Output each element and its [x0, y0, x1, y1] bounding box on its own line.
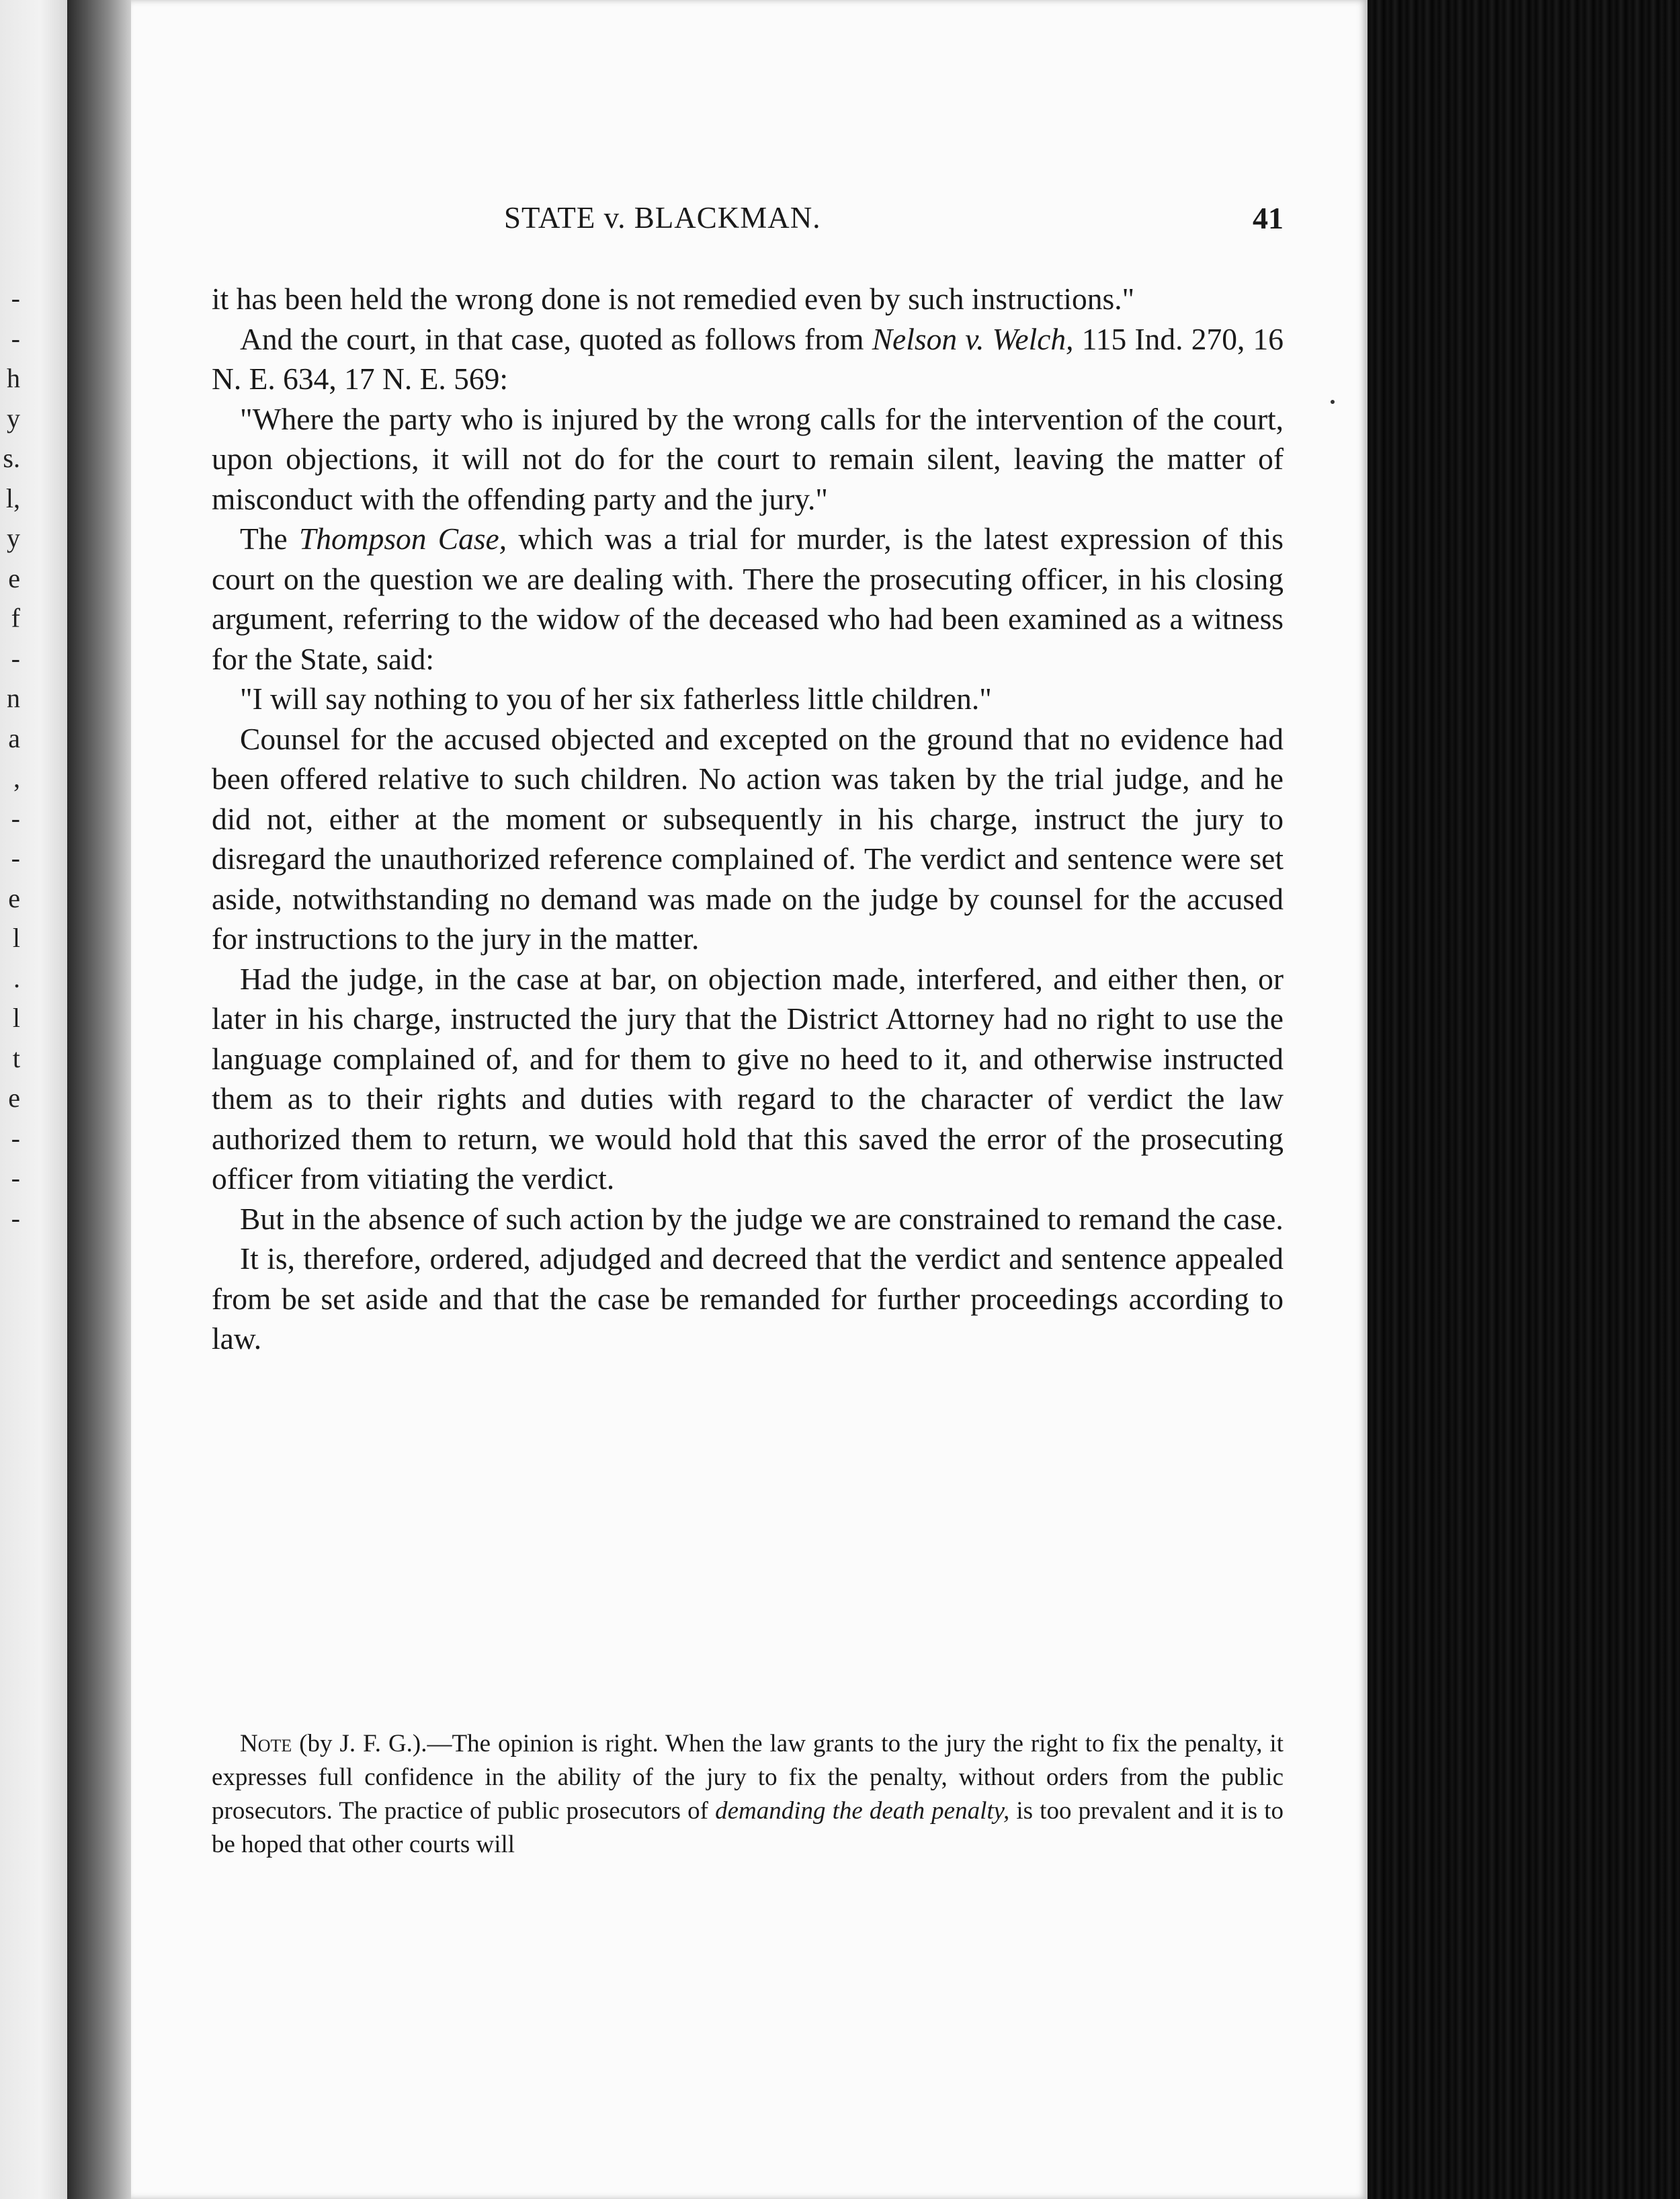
- book-page: [131, 0, 1368, 2199]
- book-gutter: [67, 0, 131, 2199]
- text-run: And the court, in that case, quoted as follows from: [240, 321, 872, 356]
- opinion-body: [212, 279, 1284, 1359]
- facing-page-fragment: l: [12, 923, 20, 953]
- facing-page-fragment: ,: [13, 763, 20, 793]
- note-label: Note: [240, 1730, 292, 1757]
- facing-page-fragment: e: [8, 1083, 20, 1113]
- editor-note: [212, 1727, 1284, 1862]
- facing-page-fragment: -: [11, 1122, 20, 1153]
- case-citation: demanding the death penalty,: [715, 1797, 1010, 1825]
- page-header: [212, 200, 1284, 241]
- paragraph: [212, 279, 1284, 319]
- case-citation: Thompson Case,: [298, 522, 507, 556]
- facing-page-fragment: -: [11, 802, 20, 833]
- facing-page-fragment: y: [7, 523, 20, 553]
- facing-page-fragment: e: [8, 563, 20, 593]
- facing-page-fragment: n: [7, 683, 20, 713]
- facing-page-edge: [0, 0, 67, 2199]
- running-head: STATE v. BLACKMAN.: [504, 201, 821, 235]
- text-run: But in the absence of such action by the judge we are constrained to remand the case.: [240, 1201, 1284, 1236]
- facing-page-fragment: -: [11, 323, 20, 354]
- paragraph: [212, 1239, 1284, 1359]
- note-paragraph: [212, 1727, 1284, 1862]
- print-speck: [1331, 400, 1335, 404]
- facing-page-fragment: -: [11, 1163, 20, 1193]
- text-run: 115 Ind. 270, 16 N. E. 634, 17 N. E. 569:: [212, 321, 1284, 396]
- facing-page-fragment: l: [12, 1003, 20, 1033]
- text-run: "Where the party who is injured by the wrong calls for the intervention of the court, upon objections, it will not do for the court to remain silent, leaving the matter of misconduct with the offending party and the jury.": [212, 401, 1284, 516]
- text-run: It is, therefore, ordered, adjudged and decreed that the verdict and sentence appealed from be set aside and that the case be remanded for further proceedings according to law.: [212, 1241, 1284, 1356]
- paragraph: [212, 319, 1284, 399]
- page-number: 41: [1253, 201, 1284, 235]
- facing-page-fragment: f: [11, 603, 20, 633]
- page-block-edge: [1368, 0, 1680, 2199]
- facing-page-fragment: y: [7, 403, 20, 433]
- paragraph: [212, 959, 1284, 1199]
- facing-page-fragment: -: [11, 1202, 20, 1233]
- facing-page-fragment: -: [11, 642, 20, 673]
- text-run: The: [240, 522, 299, 556]
- text-run: Counsel for the accused objected and excepted on the ground that no evidence had been offered relative to such children. No action was taken by the trial judge, and he did not, either at the moment or subsequently in his charge, instruct the jury to disregard the unauthorized reference complained of. The verdict and sentence were set aside, notwithstanding no demand was made on the judge by counsel for the accused for instructions to the jury in the matter.: [212, 721, 1284, 956]
- facing-page-fragment: h: [7, 363, 20, 393]
- text-run: (by J. F. G.).—The opinion is right. When the law grants to the jury the right to fix the penalty, it expresses full confidence in the ability of the jury to fix the penalty, without orders from the public prosecutors. The practice of public prosecutors of: [212, 1730, 1284, 1825]
- facing-page-fragment: s.: [3, 443, 20, 473]
- paragraph: [212, 519, 1284, 679]
- paragraph: [212, 1199, 1284, 1239]
- paragraph: [212, 679, 1284, 719]
- text-run: Had the judge, in the case at bar, on objection made, interfered, and either then, or later in his charge, instructed the jury that the District Attorney had no right to use the language complained of, and for them to give no heed to it, and otherwise instructed them as to their rights and duties with regard to the character of verdict the law authorized them to return, we would hold that this saved the error of the prosecuting officer from vitiating the verdict.: [212, 961, 1284, 1196]
- facing-page-fragment: l,: [5, 483, 20, 513]
- text-run: it has been held the wrong done is not remedied even by such instructions.": [212, 282, 1135, 316]
- facing-page-fragment: a: [8, 722, 20, 753]
- text-run: which was a trial for murder, is the latest expression of this court on the question we are dealing with. There the prosecuting officer, in his closing argument, referring to the widow of the deceased who had been examined as a witness for the State, said:: [212, 522, 1284, 676]
- facing-page-fragment: e: [8, 882, 20, 913]
- facing-page-fragment: .: [13, 962, 20, 993]
- facing-page-fragment: -: [11, 843, 20, 873]
- paragraph: [212, 399, 1284, 520]
- case-citation: Nelson v. Welch,: [872, 321, 1074, 356]
- facing-page-fragment: t: [12, 1042, 20, 1073]
- text-run: is too prevalent and it is to be hoped that other courts will: [212, 1797, 1284, 1858]
- facing-page-fragment: -: [11, 283, 20, 313]
- text-run: "I will say nothing to you of her six fatherless little children.": [240, 681, 992, 716]
- paragraph: [212, 719, 1284, 959]
